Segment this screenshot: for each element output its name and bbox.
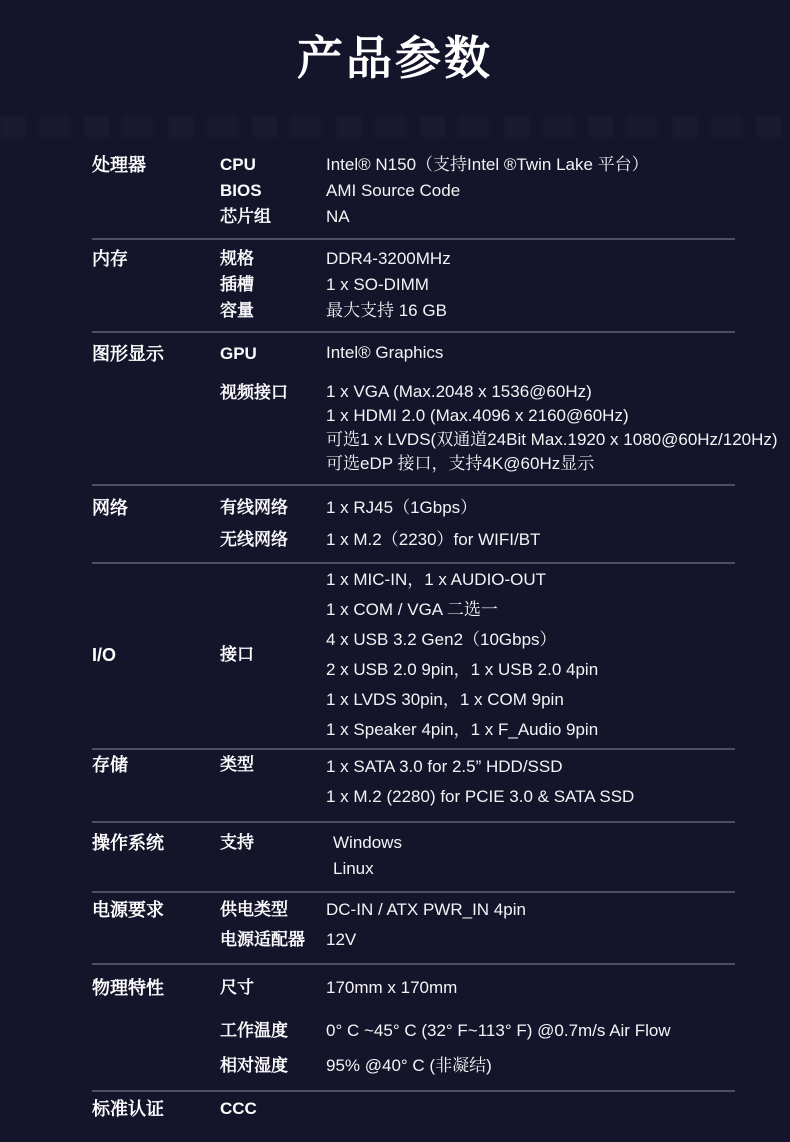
spec-value-line: 4 x USB 3.2 Gen2（10Gbps） bbox=[326, 630, 557, 649]
spec-item-values bbox=[326, 1018, 735, 1044]
spec-category-label: 物理特性 bbox=[92, 978, 164, 998]
spec-value-line: 1 x M.2（2230）for WIFI/BT bbox=[326, 530, 541, 549]
spec-item-label: 支持 bbox=[220, 833, 254, 852]
spec-row bbox=[220, 927, 735, 953]
spec-section-6 bbox=[92, 823, 735, 893]
spec-item-values bbox=[326, 1053, 735, 1079]
spec-item-label: CPU bbox=[220, 155, 256, 174]
spec-row bbox=[220, 380, 778, 476]
spec-section-5 bbox=[92, 750, 735, 823]
spec-item-label: 类型 bbox=[220, 755, 254, 774]
spec-row bbox=[220, 565, 735, 745]
spec-item-label: 芯片组 bbox=[220, 207, 271, 226]
spec-rows bbox=[220, 830, 735, 882]
spec-category-label: 处理器 bbox=[92, 155, 146, 175]
spec-section-4 bbox=[92, 564, 735, 750]
spec-item-values bbox=[326, 204, 735, 230]
spec-section-0 bbox=[92, 146, 735, 240]
spec-item-label: 尺寸 bbox=[220, 978, 254, 997]
spec-item-values bbox=[326, 341, 735, 365]
spec-value-line: 0° C ~45° C (32° F~113° F) @0.7m/s Air Flow bbox=[326, 1021, 671, 1040]
spec-value-line: Linux bbox=[333, 859, 374, 878]
spec-category-label: 网络 bbox=[92, 498, 128, 518]
spec-row bbox=[220, 1053, 735, 1079]
spec-row bbox=[220, 975, 735, 1001]
spec-item-values bbox=[326, 298, 735, 324]
spec-row bbox=[220, 341, 735, 367]
spec-item-values bbox=[326, 565, 735, 745]
spec-value-line: 1 x M.2 (2280) for PCIE 3.0 & SATA SSD bbox=[326, 787, 635, 806]
spec-row bbox=[220, 830, 735, 882]
spec-value-line: 1 x LVDS 30pin，1 x COM 9pin bbox=[326, 690, 564, 709]
spec-item-values bbox=[326, 380, 778, 476]
spec-value-line: 1 x SO-DIMM bbox=[326, 275, 429, 294]
spec-value-line: AMI Source Code bbox=[326, 181, 461, 200]
spec-item-label: 接口 bbox=[220, 645, 254, 664]
spec-item-values bbox=[326, 246, 735, 272]
spec-item-label: 无线网络 bbox=[220, 530, 288, 549]
spec-item-label: 容量 bbox=[220, 301, 254, 320]
spec-rows bbox=[220, 897, 735, 953]
spec-rows bbox=[220, 152, 735, 230]
spec-row bbox=[220, 1018, 735, 1044]
spec-row bbox=[220, 152, 735, 178]
spec-value-line: 95% @40° C (非凝结) bbox=[326, 1056, 492, 1075]
spec-value-line: Windows bbox=[333, 833, 402, 852]
spec-item-values bbox=[326, 897, 735, 923]
spec-row bbox=[220, 752, 735, 812]
spec-value-line: 可选eDP 接口，支持4K@60Hz显示 bbox=[326, 454, 595, 473]
spec-category-label: 内存 bbox=[92, 249, 128, 269]
spec-value-line: 1 x Speaker 4pin，1 x F_Audio 9pin bbox=[326, 720, 599, 739]
spec-value-line: 1 x RJ45（1Gbps） bbox=[326, 498, 478, 517]
spec-item-values bbox=[326, 272, 735, 298]
spec-rows bbox=[220, 752, 735, 812]
spec-rows bbox=[220, 565, 735, 745]
spec-row bbox=[220, 495, 735, 521]
spec-section-9 bbox=[92, 1092, 735, 1142]
spec-section-7 bbox=[92, 893, 735, 965]
spec-value-line: 12V bbox=[326, 930, 357, 949]
spec-item-values bbox=[326, 495, 735, 521]
spec-value-line: 1 x SATA 3.0 for 2.5” HDD/SSD bbox=[326, 757, 563, 776]
spec-item-label: 供电类型 bbox=[220, 900, 288, 919]
spec-value-line: DDR4-3200MHz bbox=[326, 249, 451, 268]
spec-section-8 bbox=[92, 965, 735, 1092]
spec-value-line: 最大支持 16 GB bbox=[326, 301, 447, 320]
spec-section-3 bbox=[92, 486, 735, 564]
spec-rows bbox=[220, 495, 735, 553]
spec-item-values bbox=[326, 830, 735, 882]
spec-row bbox=[220, 1096, 735, 1122]
spec-row bbox=[220, 272, 735, 298]
spec-value-line: 1 x COM / VGA 二选一 bbox=[326, 600, 498, 619]
spec-item-label: 电源适配器 bbox=[220, 930, 305, 949]
spec-item-values bbox=[326, 152, 735, 178]
spec-section-1 bbox=[92, 240, 735, 333]
spec-category-label: 存储 bbox=[92, 755, 128, 775]
spec-item-label: 视频接口 bbox=[220, 383, 288, 402]
spec-item-label: BIOS bbox=[220, 181, 262, 200]
spec-rows bbox=[220, 1096, 735, 1122]
spec-item-label: 工作温度 bbox=[220, 1021, 288, 1040]
spec-item-label: 有线网络 bbox=[220, 498, 288, 517]
spec-item-label: GPU bbox=[220, 344, 257, 363]
spec-value-line: 170mm x 170mm bbox=[326, 978, 458, 997]
spec-item-label: 规格 bbox=[220, 249, 254, 268]
spec-value-line: 可选1 x LVDS(双通道24Bit Max.1920 x 1080@60Hz/120Hz) bbox=[326, 430, 778, 449]
spec-value-line: NA bbox=[326, 207, 350, 226]
spec-item-label: CCC bbox=[220, 1099, 257, 1118]
spec-category-label: I/O bbox=[92, 645, 117, 665]
spec-value-line: DC-IN / ATX PWR_IN 4pin bbox=[326, 900, 526, 919]
spec-rows bbox=[220, 341, 778, 476]
spec-category-label: 操作系统 bbox=[92, 833, 164, 853]
spec-item-values bbox=[326, 178, 735, 204]
spec-value-line: Intel® N150（支持Intel ®Twin Lake 平台） bbox=[326, 155, 649, 174]
spec-rows bbox=[220, 975, 735, 1079]
spec-value-line: 1 x VGA (Max.2048 x 1536@60Hz) bbox=[326, 382, 592, 401]
spec-row bbox=[220, 897, 735, 923]
spec-item-values bbox=[326, 527, 735, 553]
spec-category-label: 电源要求 bbox=[92, 900, 164, 920]
spec-value-line: Intel® Graphics bbox=[326, 343, 444, 362]
spec-value-line: 1 x HDMI 2.0 (Max.4096 x 2160@60Hz) bbox=[326, 406, 629, 425]
spec-item-label: 相对湿度 bbox=[220, 1056, 288, 1075]
ghost-watermark-band bbox=[0, 116, 790, 138]
spec-row bbox=[220, 178, 735, 204]
spec-section-2 bbox=[92, 333, 778, 486]
spec-category-label: 标准认证 bbox=[92, 1099, 164, 1119]
spec-row bbox=[220, 246, 735, 272]
spec-value-line: 2 x USB 2.0 9pin，1 x USB 2.0 4pin bbox=[326, 660, 599, 679]
spec-rows bbox=[220, 246, 735, 324]
spec-item-values bbox=[326, 752, 735, 812]
spec-row bbox=[220, 204, 735, 230]
spec-row bbox=[220, 298, 735, 324]
spec-category-label: 图形显示 bbox=[92, 344, 164, 364]
spec-item-label: 插槽 bbox=[220, 275, 254, 294]
page-title: 产品参数 bbox=[297, 32, 493, 84]
spec-row bbox=[220, 527, 735, 553]
spec-table bbox=[92, 146, 778, 1142]
spec-item-values bbox=[326, 975, 735, 1001]
spec-value-line: 1 x MIC-IN，1 x AUDIO-OUT bbox=[326, 570, 547, 589]
spec-item-values bbox=[326, 927, 735, 953]
product-spec-page bbox=[0, 28, 790, 1119]
